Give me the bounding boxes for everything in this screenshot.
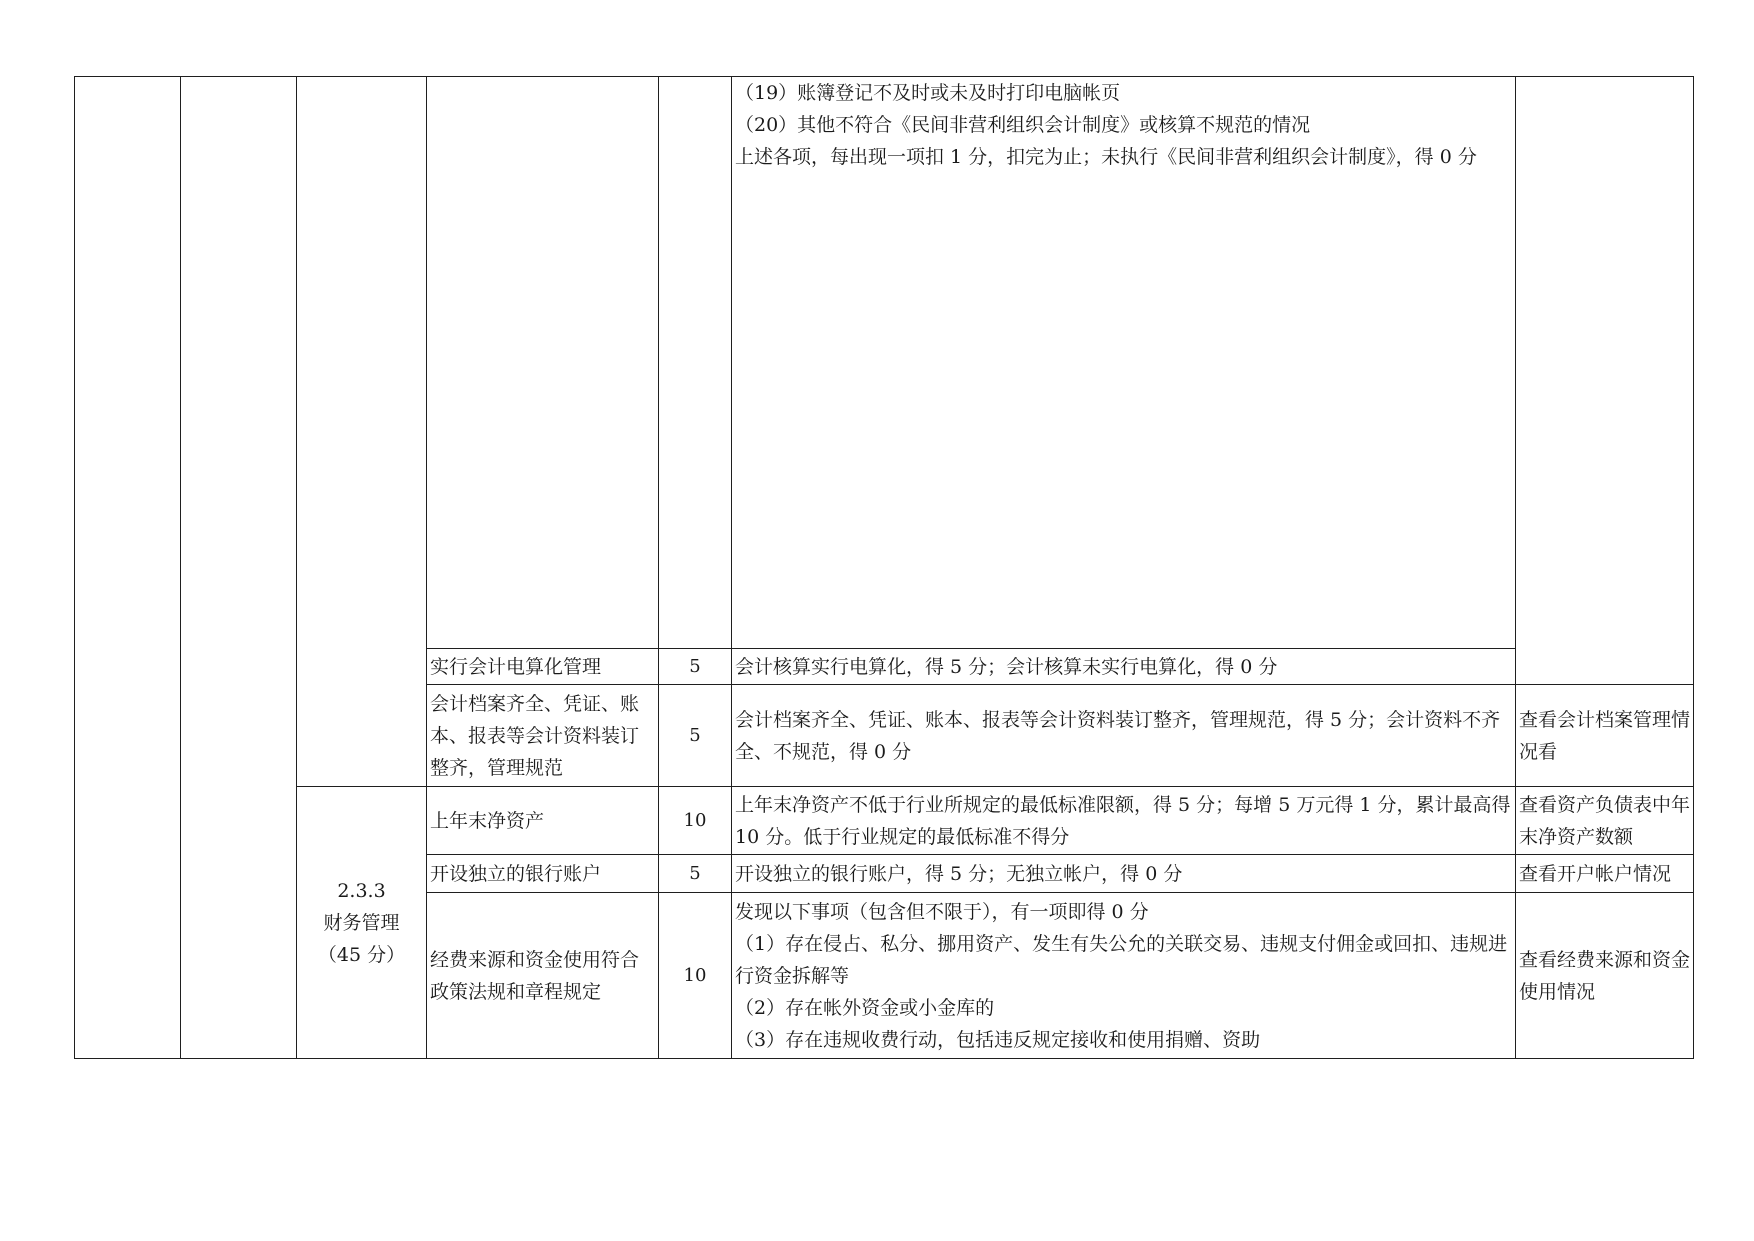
criteria-cell: 会计档案齐全、凭证、账本、报表等会计资料装订整齐，管理规范，得 5 分；会计资料不齐全、不规范，得 0 分 (732, 685, 1516, 787)
criteria-line: （20）其他不符合《民间非营利组织会计制度》或核算不规范的情况 (735, 114, 1311, 136)
table-row (75, 787, 1694, 855)
score-cell: 5 (659, 649, 732, 685)
score-cell: 5 (659, 855, 732, 893)
item-cell: 上年末净资产 (427, 787, 659, 855)
level3-cell (297, 77, 427, 787)
method-cell-merged (1516, 77, 1694, 685)
evaluation-table (74, 76, 1694, 1059)
item-cell: 实行会计电算化管理 (427, 649, 659, 685)
item-cell: 经费来源和资金使用符合政策法规和章程规定 (427, 893, 659, 1059)
criteria-line: （2）存在帐外资金或小金库的 (735, 996, 995, 1019)
table-row-continued (75, 77, 1694, 649)
criteria-line: （19）账簿登记不及时或未及时打印电脑帐页 (735, 82, 1121, 104)
level2-cell (181, 77, 297, 1059)
score-cell: 5 (659, 685, 732, 787)
section-name: 财务管理 (323, 911, 400, 934)
section-cell (297, 787, 427, 1059)
criteria-cell (732, 893, 1516, 1059)
item-cell-continued (427, 77, 659, 649)
criteria-line: （1）存在侵占、私分、挪用资产、发生有失公允的关联交易、违规支付佣金或回扣、违规进行资金拆解等 (735, 932, 1508, 987)
score-cell-continued (659, 77, 732, 649)
criteria-cell: 上年末净资产不低于行业所规定的最低标准限额，得 5 分；每增 5 万元得 1 分，累计最高得 10 分。低于行业规定的最低标准不得分 (732, 787, 1516, 855)
score-cell: 10 (659, 787, 732, 855)
method-cell: 查看资产负债表中年末净资产数额 (1516, 787, 1694, 855)
criteria-line: 上述各项，每出现一项扣 1 分，扣完为止；未执行《民间非营利组织会计制度》，得 0 分 (735, 146, 1477, 168)
item-cell: 开设独立的银行账户 (427, 855, 659, 893)
method-cell: 查看经费来源和资金使用情况 (1516, 893, 1694, 1059)
criteria-line: 发现以下事项（包含但不限于），有一项即得 0 分 (735, 900, 1149, 923)
section-points: （45 分） (317, 943, 406, 966)
score-cell: 10 (659, 893, 732, 1059)
method-cell: 查看开户帐户情况 (1516, 855, 1694, 893)
criteria-cell: 开设独立的银行账户，得 5 分；无独立帐户，得 0 分 (732, 855, 1516, 893)
level1-cell (75, 77, 181, 1059)
item-cell: 会计档案齐全、凭证、账本、报表等会计资料装订整齐，管理规范 (427, 685, 659, 787)
criteria-cell: 会计核算实行电算化，得 5 分；会计核算未实行电算化，得 0 分 (732, 649, 1516, 685)
criteria-cell-continued (732, 77, 1516, 649)
criteria-line: （3）存在违规收费行动，包括违反规定接收和使用捐赠、资助 (735, 1028, 1261, 1051)
section-code: 2.3.3 (337, 879, 386, 902)
method-cell: 查看会计档案管理情况看 (1516, 685, 1694, 787)
